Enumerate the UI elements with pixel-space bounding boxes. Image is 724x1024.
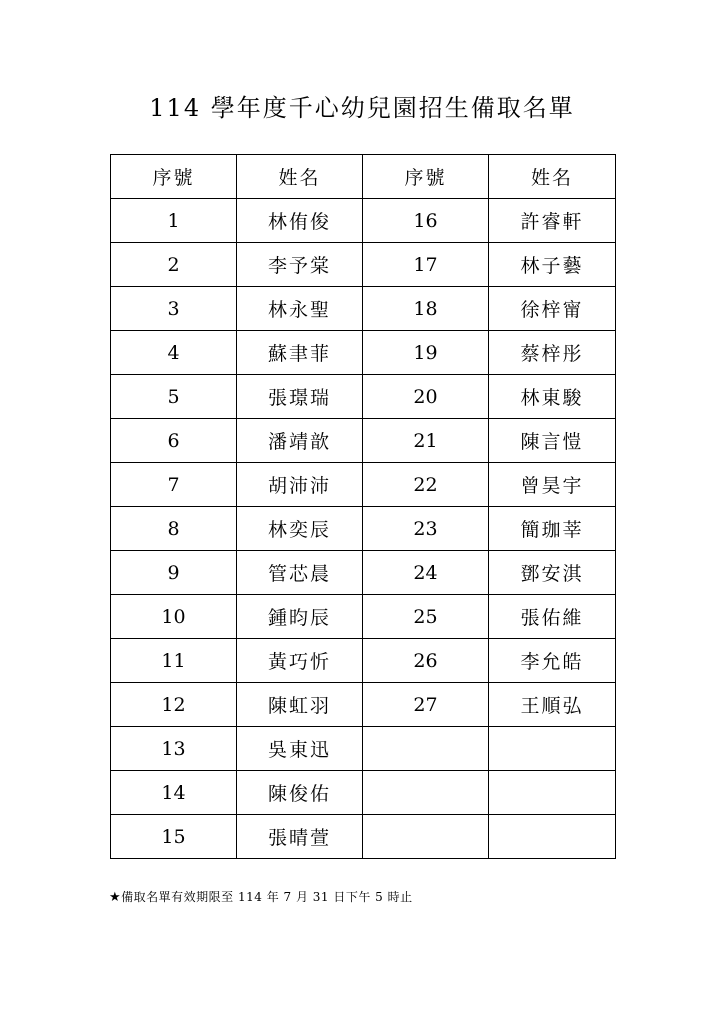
serial-number-cell: 27: [363, 683, 489, 727]
serial-number-cell: 10: [111, 595, 237, 639]
serial-number-cell: 9: [111, 551, 237, 595]
name-cell: 胡沛沛: [237, 463, 363, 507]
name-cell: 陳言愷: [489, 419, 616, 463]
empty-cell: [489, 727, 616, 771]
table-row: [111, 287, 616, 331]
table-row: [111, 243, 616, 287]
name-cell: 張璟瑞: [237, 375, 363, 419]
name-cell: 李予棠: [237, 243, 363, 287]
name-cell: 林奕辰: [237, 507, 363, 551]
table-row: [111, 683, 616, 727]
table-row: [111, 507, 616, 551]
name-cell: 蔡梓彤: [489, 331, 616, 375]
table-row: [111, 595, 616, 639]
header-serial-number: 序號: [363, 155, 489, 199]
serial-number-cell: 7: [111, 463, 237, 507]
validity-footnote: [109, 889, 413, 906]
name-cell: 管芯晨: [237, 551, 363, 595]
name-cell: 林子藝: [489, 243, 616, 287]
table-row: [111, 331, 616, 375]
serial-number-cell: 12: [111, 683, 237, 727]
name-cell: 黃巧忻: [237, 639, 363, 683]
name-cell: 張晴萱: [237, 815, 363, 859]
empty-cell: [363, 815, 489, 859]
serial-number-cell: 25: [363, 595, 489, 639]
serial-number-cell: 4: [111, 331, 237, 375]
table-row: [111, 815, 616, 859]
name-cell: 李允皓: [489, 639, 616, 683]
serial-number-cell: 24: [363, 551, 489, 595]
serial-number-cell: 23: [363, 507, 489, 551]
name-cell: 王順弘: [489, 683, 616, 727]
page-title: 114 學年度千心幼兒園招生備取名單: [149, 94, 575, 122]
serial-number-cell: 17: [363, 243, 489, 287]
table-row: [111, 375, 616, 419]
serial-number-cell: 15: [111, 815, 237, 859]
star-icon: ★: [109, 890, 122, 905]
serial-number-cell: 1: [111, 199, 237, 243]
footnote-text: 備取名單有效期限至 114 年 7 月 31 日下午 5 時止: [121, 890, 413, 904]
serial-number-cell: 14: [111, 771, 237, 815]
name-cell: 許睿軒: [489, 199, 616, 243]
table-row: [111, 463, 616, 507]
name-cell: 曾昊宇: [489, 463, 616, 507]
serial-number-cell: 8: [111, 507, 237, 551]
name-cell: 簡珈莘: [489, 507, 616, 551]
empty-cell: [363, 727, 489, 771]
table-row: [111, 639, 616, 683]
serial-number-cell: 26: [363, 639, 489, 683]
serial-number-cell: 19: [363, 331, 489, 375]
serial-number-cell: 3: [111, 287, 237, 331]
serial-number-cell: 5: [111, 375, 237, 419]
name-cell: 蘇聿菲: [237, 331, 363, 375]
header-name: 姓名: [237, 155, 363, 199]
name-cell: 陳虹羽: [237, 683, 363, 727]
serial-number-cell: 22: [363, 463, 489, 507]
name-cell: 鄧安淇: [489, 551, 616, 595]
name-cell: 徐梓甯: [489, 287, 616, 331]
serial-number-cell: 11: [111, 639, 237, 683]
table-row: [111, 551, 616, 595]
serial-number-cell: 2: [111, 243, 237, 287]
serial-number-cell: 16: [363, 199, 489, 243]
table-header-row: [111, 155, 616, 199]
name-cell: 張佑維: [489, 595, 616, 639]
serial-number-cell: 20: [363, 375, 489, 419]
serial-number-cell: 21: [363, 419, 489, 463]
table-row: [111, 727, 616, 771]
table-row: [111, 419, 616, 463]
name-cell: 林永聖: [237, 287, 363, 331]
serial-number-cell: 13: [111, 727, 237, 771]
name-cell: 鍾昀辰: [237, 595, 363, 639]
table-row: [111, 771, 616, 815]
name-cell: 吳東迅: [237, 727, 363, 771]
empty-cell: [363, 771, 489, 815]
name-cell: 林東駿: [489, 375, 616, 419]
serial-number-cell: 6: [111, 419, 237, 463]
empty-cell: [489, 771, 616, 815]
header-serial-number: 序號: [111, 155, 237, 199]
name-cell: 潘靖歆: [237, 419, 363, 463]
waitlist-table: [110, 154, 616, 859]
empty-cell: [489, 815, 616, 859]
header-name: 姓名: [489, 155, 616, 199]
name-cell: 林侑俊: [237, 199, 363, 243]
name-cell: 陳俊佑: [237, 771, 363, 815]
table-row: [111, 199, 616, 243]
serial-number-cell: 18: [363, 287, 489, 331]
